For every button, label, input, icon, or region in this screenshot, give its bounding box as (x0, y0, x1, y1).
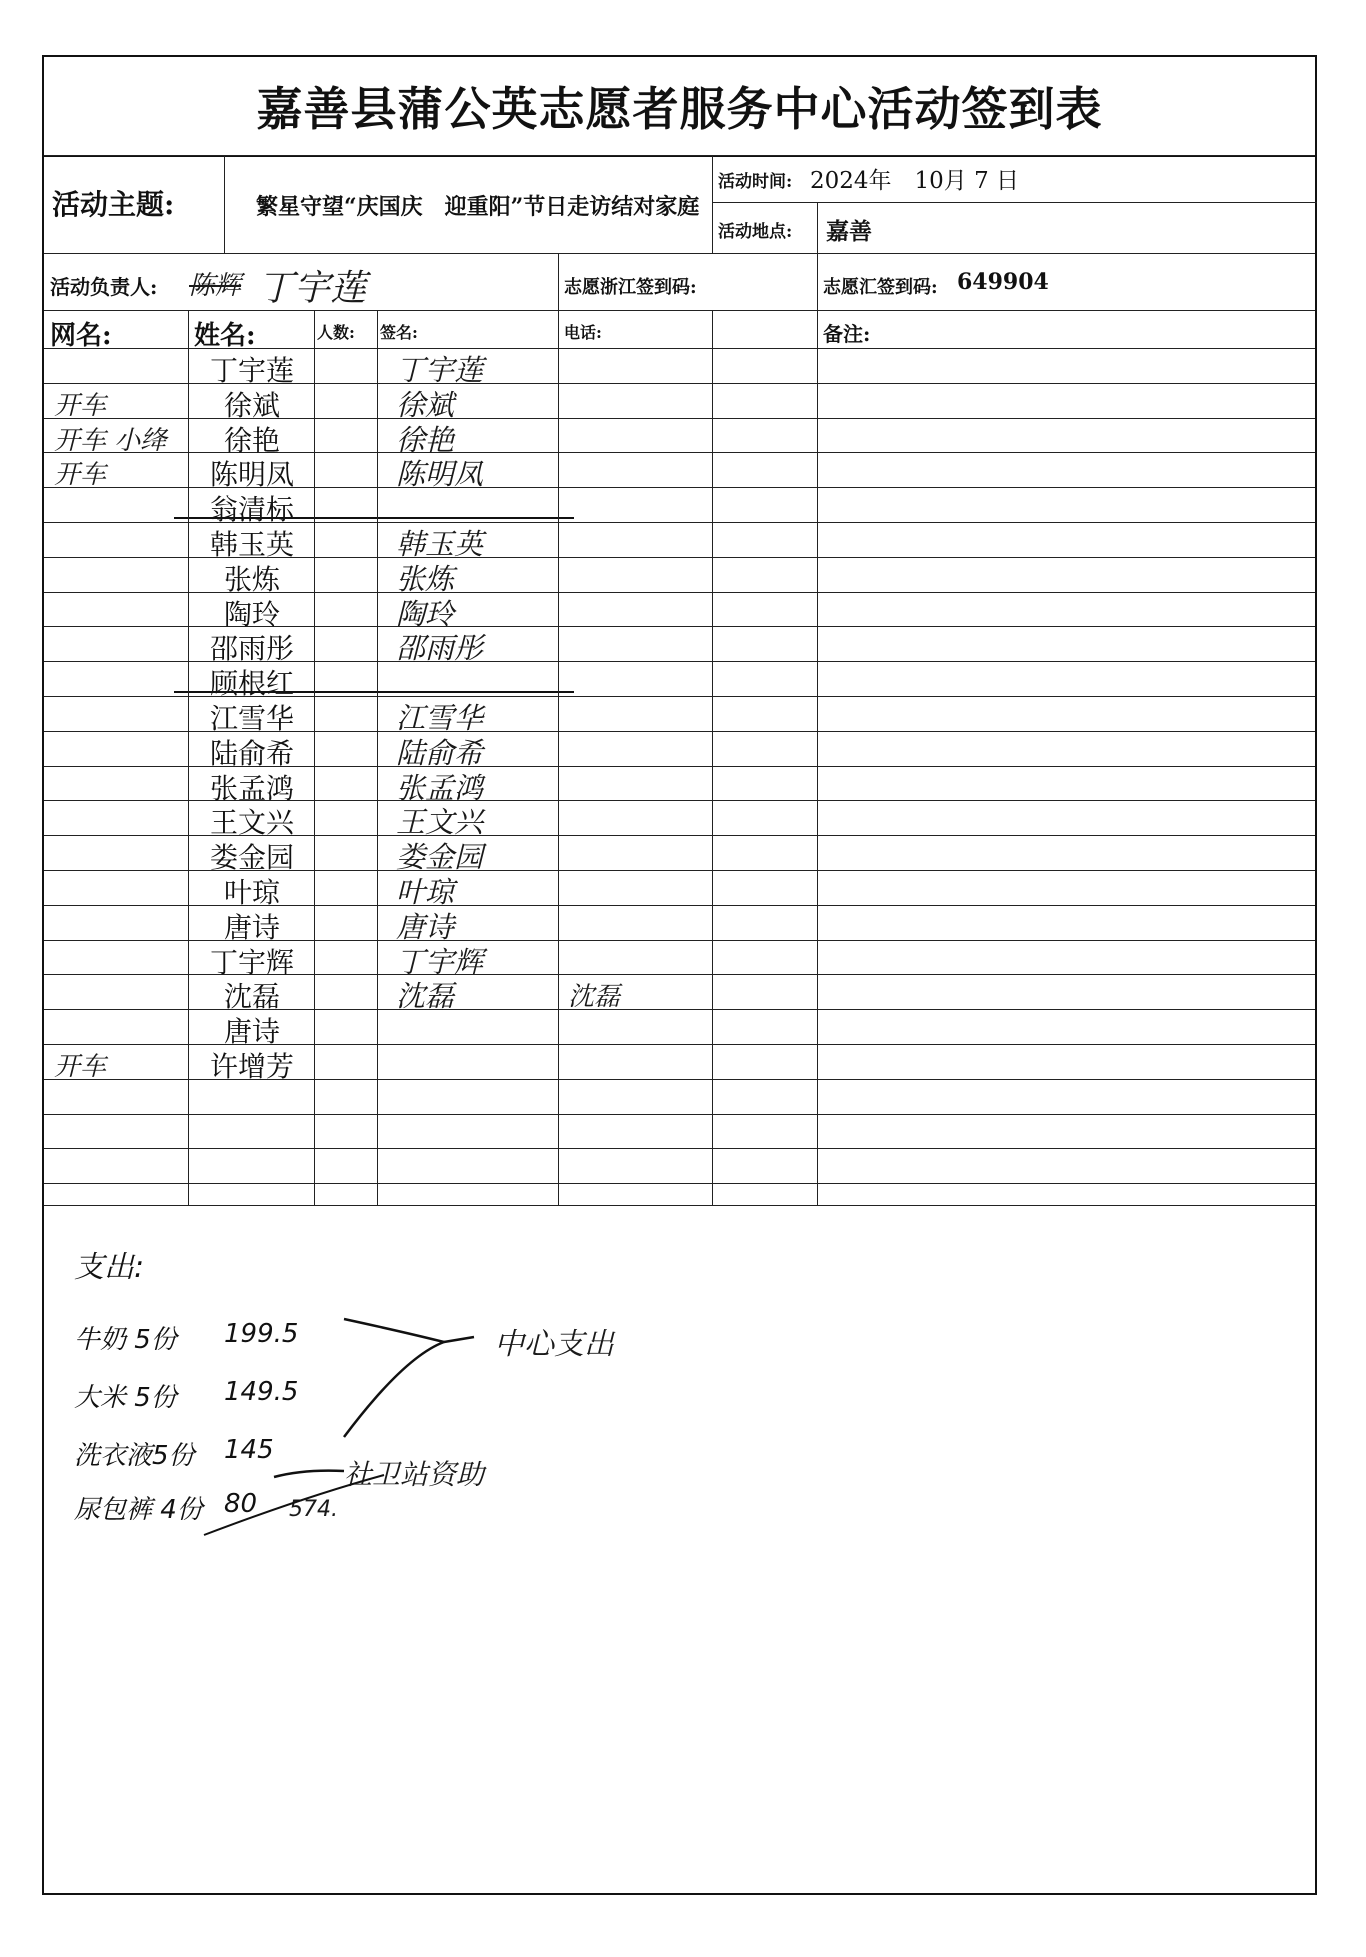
leader-label: 活动负责人: (50, 275, 158, 299)
member-name: 徐斌 (223, 389, 280, 422)
member-name: 陆俞希 (209, 737, 294, 770)
member-name: 张炼 (223, 563, 280, 596)
table-row (44, 766, 1315, 805)
divider (558, 253, 559, 310)
table-row (44, 522, 1315, 561)
expense-label: 支出: (74, 1250, 145, 1285)
table-row (44, 592, 1315, 631)
expense-item: 尿包裤 4份 (74, 1495, 203, 1525)
member-name: 丁宇辉 (209, 946, 294, 979)
member-signature: 张炼 (396, 562, 455, 596)
divider (712, 310, 713, 1205)
member-netname: 开车 (54, 460, 107, 490)
member-name: 顾根红 (209, 667, 294, 700)
expense-amount: 145 (224, 1435, 274, 1465)
member-signature: 邵雨彤 (396, 631, 484, 665)
divider (188, 310, 189, 1205)
expense-amount: 149.5 (224, 1377, 299, 1407)
col-name: 姓名: (194, 321, 256, 351)
member-name: 丁宇莲 (209, 354, 294, 387)
member-netname: 开车 小绛 (54, 426, 167, 456)
divider (224, 155, 225, 253)
expense-amount: 80 (224, 1489, 258, 1519)
member-name: 邵雨彤 (209, 632, 294, 665)
member-name: 陶玲 (223, 598, 280, 631)
expense-total: 574. (289, 1497, 338, 1522)
divider (817, 253, 818, 310)
table-row (44, 1009, 1315, 1048)
divider (44, 310, 1315, 311)
member-signature: 徐艳 (396, 423, 455, 457)
member-signature: 陆俞希 (396, 736, 484, 770)
leader-struck-name: 陈辉 (189, 271, 242, 301)
expense-item: 牛奶 5份 (74, 1325, 177, 1355)
table-row (44, 557, 1315, 596)
col-sign: 签名: (380, 323, 418, 342)
divider (817, 202, 818, 253)
member-name: 娄金园 (209, 841, 294, 874)
member-name: 唐诗 (223, 1015, 280, 1048)
member-name: 沈磊 (223, 980, 280, 1013)
col-remark: 备注: (823, 322, 871, 346)
table-row (44, 835, 1315, 874)
member-name: 许增芳 (209, 1050, 294, 1083)
expense-amount: 199.5 (224, 1319, 299, 1349)
table-row (44, 418, 1315, 457)
row-divider (44, 1183, 1315, 1184)
zj-code-label: 志愿浙江签到码: (564, 277, 697, 298)
table-row (44, 696, 1315, 735)
member-name: 叶琼 (223, 876, 280, 909)
col-phone: 电话: (564, 323, 602, 342)
member-signature: 丁宇莲 (396, 353, 484, 387)
table-row (44, 626, 1315, 665)
hui-code-value: 649904 (957, 269, 1049, 295)
member-signature: 张孟鸿 (396, 771, 484, 805)
place-value: 嘉善 (826, 218, 872, 245)
table-row (44, 870, 1315, 909)
expense-item: 大米 5份 (74, 1383, 177, 1413)
member-name: 张孟鸿 (209, 772, 294, 805)
center-expense-note: 中心支出 (494, 1327, 614, 1362)
col-count: 人数: (317, 323, 355, 342)
table-row (44, 383, 1315, 422)
member-signature: 叶琼 (396, 875, 455, 909)
member-signature: 丁宇辉 (396, 945, 484, 979)
member-name: 唐诗 (223, 911, 280, 944)
member-name: 韩玉英 (209, 528, 294, 561)
row-divider (44, 1114, 1315, 1115)
divider (712, 202, 1317, 203)
divider (817, 310, 818, 1205)
member-signature: 江雪华 (396, 701, 484, 735)
table-row (44, 452, 1315, 491)
table-row (44, 905, 1315, 944)
member-signature: 沈磊 (396, 979, 455, 1013)
time-value: 2024年 10月 7 日 (810, 168, 1020, 194)
leader-name: 丁宇莲 (258, 268, 367, 309)
table-row (44, 800, 1315, 839)
col-netname: 网名: (50, 321, 112, 351)
table-row (44, 940, 1315, 979)
member-signature: 娄金园 (396, 840, 484, 874)
divider (44, 253, 1315, 254)
time-label: 活动时间: (718, 172, 793, 192)
member-signature: 韩玉英 (396, 527, 484, 561)
member-signature: 徐斌 (396, 388, 455, 422)
member-name: 翁清标 (209, 493, 294, 526)
place-label: 活动地点: (718, 222, 793, 242)
member-name: 江雪华 (209, 702, 294, 735)
member-name: 王文兴 (209, 806, 294, 839)
member-signature: 王文兴 (396, 805, 484, 839)
sponsor-note: 社卫站资助 (344, 1458, 485, 1491)
member-signature: 陈明凤 (396, 457, 484, 491)
row-divider (44, 1148, 1315, 1149)
table-row (44, 348, 1315, 387)
divider (44, 155, 1315, 156)
member-netname: 开车 (54, 391, 107, 421)
table-row (44, 487, 1315, 526)
table-row (44, 731, 1315, 770)
theme-label: 活动主题: (52, 188, 175, 221)
divider (712, 155, 713, 253)
member-name: 陈明凤 (209, 458, 294, 491)
table-row (44, 661, 1315, 700)
strike-through-line (174, 691, 574, 693)
strike-through-line (174, 517, 574, 519)
theme-value: 繁星守望“庆国庆 迎重阳”节日走访结对家庭 (256, 194, 700, 220)
member-phone-note: 沈磊 (568, 982, 621, 1012)
expense-item: 洗衣液5份 (74, 1441, 195, 1471)
divider (377, 310, 378, 1205)
divider (558, 310, 559, 1205)
member-netname: 开车 (54, 1052, 107, 1082)
member-name: 徐艳 (223, 424, 280, 457)
table-row (44, 1044, 1315, 1083)
member-signature: 唐诗 (396, 910, 455, 944)
divider (314, 310, 315, 1205)
divider (44, 1205, 1315, 1206)
sheet-title: 嘉善县蒲公英志愿者服务中心活动签到表 (44, 57, 1315, 157)
hui-code-label: 志愿汇签到码: (823, 277, 938, 298)
member-signature: 陶玲 (396, 597, 455, 631)
sign-in-sheet (42, 55, 1317, 1895)
table-row (44, 974, 1315, 1013)
